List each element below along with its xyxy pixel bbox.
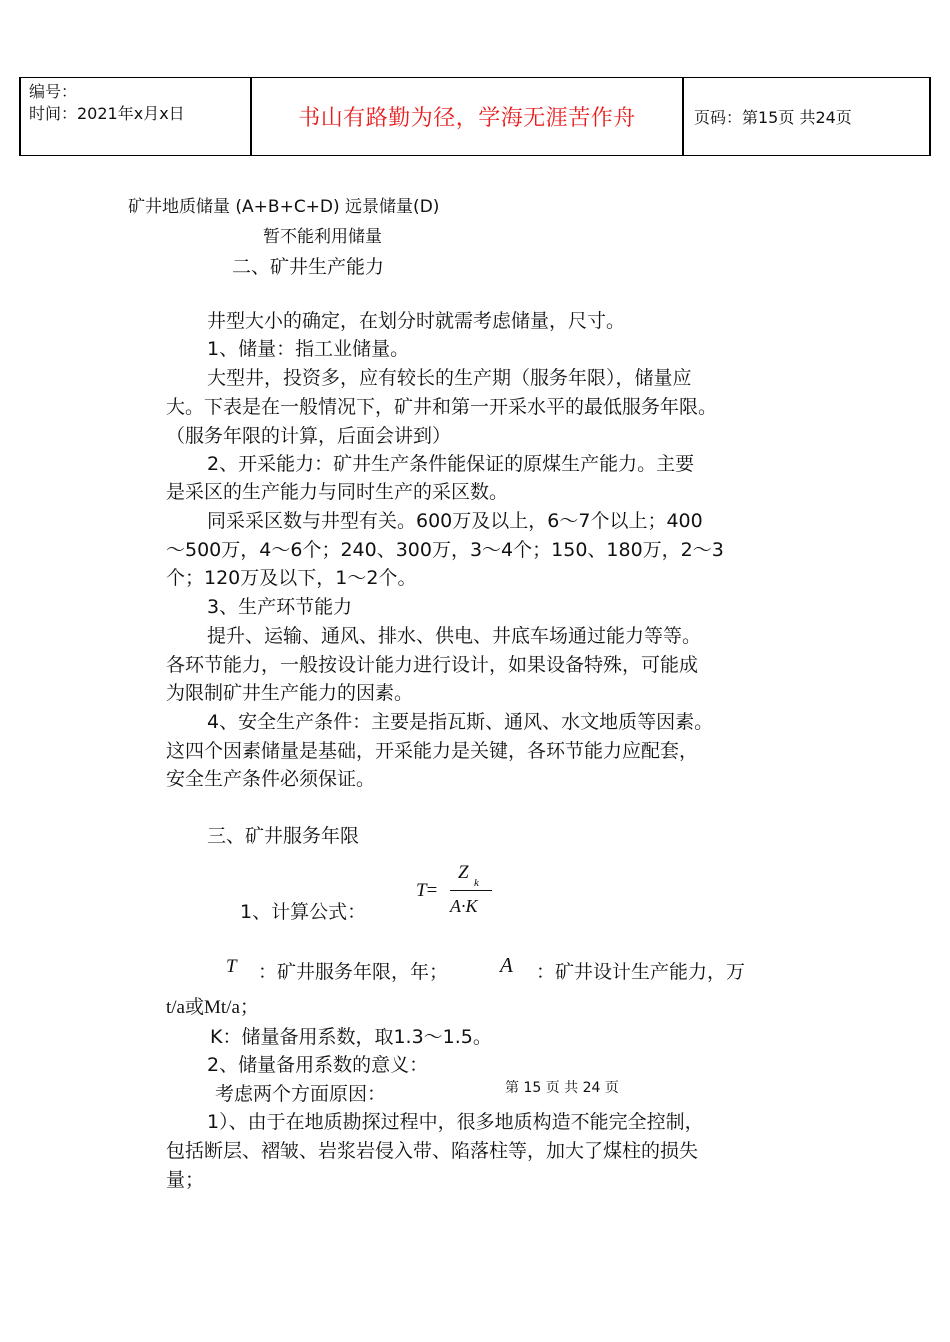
service-life-formula (416, 860, 496, 920)
item-3-line-3: 为限制矿井生产能力的因素。 (166, 682, 414, 704)
time-label: 时间：2021年x月x日 (29, 104, 185, 123)
reasons-intro: 考虑两个方面原因： (215, 1083, 387, 1105)
mining-areas-line-2: ～500万，4～6个；240、300万，3～4个；150、180万，2～3 (166, 539, 724, 561)
page-label: 页码：第15页 共24页 (694, 108, 852, 127)
item-1-line-2: 大。下表是在一般情况下，矿井和第一开采水平的最低服务年限。 (166, 396, 718, 418)
item-2-line-1: 2、开采能力：矿井生产条件能保证的原煤生产能力。主要 (207, 453, 695, 475)
item-2-line-2: 是采区的生产能力与同时生产的采区数。 (166, 481, 509, 503)
item-4-line-2: 这四个因素储量是基础，开采能力是关键，各环节能力应配套， (166, 740, 699, 762)
item-3-line-2: 各环节能力，一般按设计能力进行设计，如果设备特殊，可能成 (166, 654, 699, 676)
header-border-right (929, 78, 931, 155)
item-3-title: 3、生产环节能力 (207, 596, 353, 618)
def-K: K：储量备用系数，取1.3～1.5。 (210, 1026, 492, 1048)
item-2b-title: 2、储量备用系数的意义： (207, 1054, 429, 1076)
item-1-title: 1、储量：指工业储量。 (207, 338, 410, 360)
reserves-line: 矿井地质储量 (A+B+C+D) 远景储量(D) (128, 197, 440, 217)
section-2-title: 二、矿井生产能力 (232, 256, 385, 278)
formula-label: 1、计算公式： (240, 901, 367, 923)
formula-numerator-subscript: k (474, 877, 479, 889)
unusable-reserves: 暂不能利用储量 (263, 227, 382, 247)
def-T: ：矿井服务年限，年； (258, 961, 449, 983)
formula-lhs: T= (416, 880, 438, 901)
item-1-line-1: 大型井，投资多，应有较长的生产期（服务年限），储量应 (207, 367, 692, 389)
fraction-bar (450, 890, 492, 891)
header-table (19, 77, 931, 156)
formula-numerator: Z (458, 862, 469, 883)
reason-1-line-1: 1）、由于在地质勘探过程中，很多地质构造不能完全控制， (207, 1111, 704, 1133)
section-3-title: 三、矿井服务年限 (207, 825, 360, 847)
page-footer: 第 15 页 共 24 页 (505, 1080, 619, 1096)
item-4-line-3: 安全生产条件必须保证。 (166, 768, 376, 790)
header-border-left (19, 78, 21, 155)
def-unit: t/a或Mt/a； (166, 997, 259, 1018)
reason-1-line-2: 包括断层、褶皱、岩浆岩侵入带、陷落柱等，加大了煤柱的损失 (166, 1140, 699, 1162)
item-4-line-1: 4、安全生产条件：主要是指瓦斯、通风、水文地质等因素。 (207, 711, 714, 733)
def-A: ：矿井设计生产能力，万 (536, 961, 746, 983)
symbol-T: T (226, 956, 237, 977)
intro-paragraph: 井型大小的确定，在划分时就需考虑储量，尺寸。 (207, 310, 626, 332)
item-3-line-1: 提升、运输、通风、排水、供电、井底车场通过能力等等。 (207, 625, 702, 647)
mining-areas-line-3: 个；120万及以下，1～2个。 (166, 567, 417, 589)
motto: 书山有路勤为径，学海无涯苦作舟 (298, 106, 636, 131)
mining-areas-line-1: 同采采区数与井型有关。600万及以上，6～7个以上；400 (207, 510, 703, 532)
reason-1-line-3: 量； (166, 1169, 205, 1191)
header-left-cell (29, 81, 185, 125)
number-label: 编号： (29, 82, 78, 101)
formula-denominator: A·K (450, 896, 478, 916)
symbol-A: A (500, 953, 513, 977)
item-1-line-3: （服务年限的计算，后面会讲到） (166, 425, 452, 447)
